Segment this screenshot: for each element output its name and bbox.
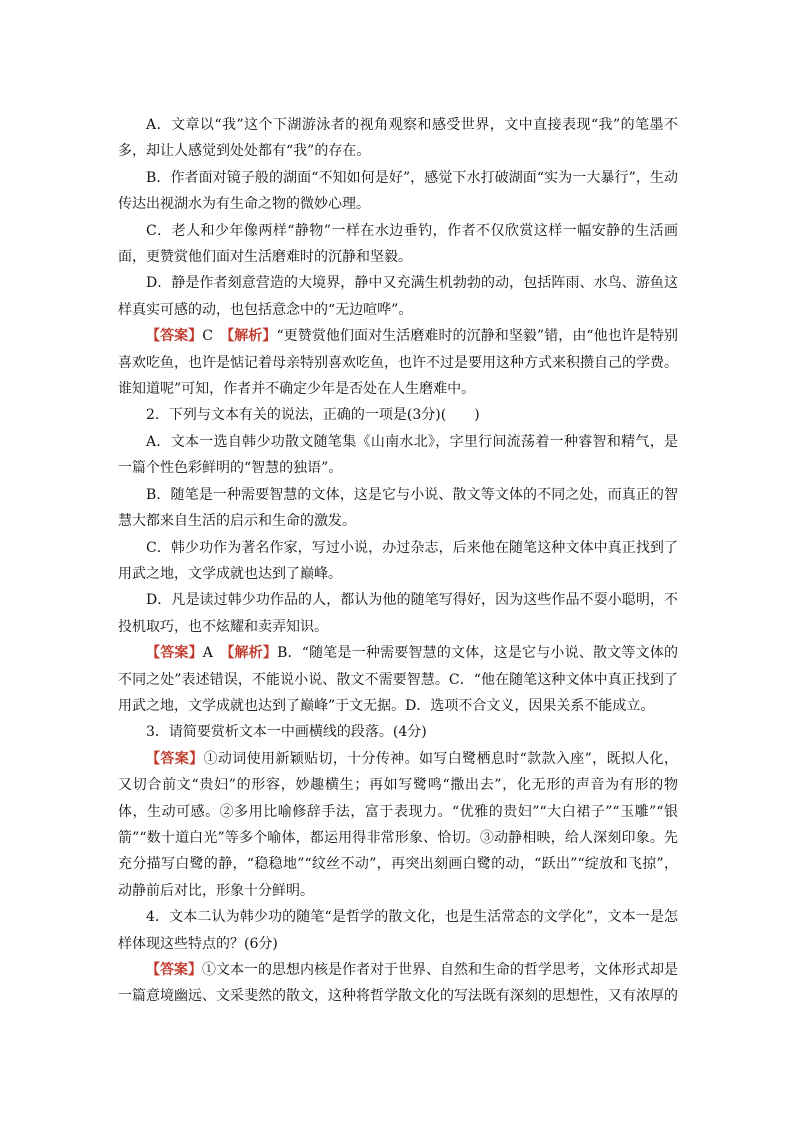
q2-option-a: A．文本一选自韩少功散文随笔集《山南水北》，字里行间流荡着一种睿智和精气，是一篇个性色彩鲜明的“智慧的独语”。 [118,433,678,477]
q2-stem: 2．下列与文本有关的说法，正确的一项是(3分)( ) [146,407,480,424]
q1-option-c: C．老人和少年像两样“静物”一样在水边垂钓，作者不仅欣赏这样一幅安静的生活画面，更赞赏他们面对生活磨难时的沉静和坚毅。 [118,222,678,266]
answer-label: 【答案】 [146,645,203,662]
q4-stem: 4．文本二认为韩少功的随笔“是哲学的散文化，也是生活常态的文学化”，文本一是怎样体现这些特点的？(6分) [118,909,678,952]
q4-answer-block [118,957,678,1010]
analysis-text: B．“随笔是一种需要智慧的文体，这是它与小说、散文等文体的不同之处”表述错误，不能说小说、散文不需要智慧。C．“他在随笔这种文体中真正找到了用武之地，文学成就也达到了巅峰”于文无据。D．选项不合文义，因果关系不能成立。 [118,645,678,714]
q2-option-c: C．韩少功作为著名作家，写过小说，办过杂志，后来他在随笔这种文体中真正找到了用武之地，文学成就也达到了巅峰。 [118,539,678,582]
answer-label: 【答案】 [146,328,203,345]
q1-option-d: D．静是作者刻意营造的大境界，静中又充满生机勃勃的动，包括阵雨、水鸟、游鱼这样真实可感的动，也包括意念中的“无边喧哗”。 [118,275,678,318]
analysis-label: 【解析】 [227,645,278,662]
document-body [118,112,678,1010]
answer-label: 【答案】 [146,750,204,767]
q1-option-b: B．作者面对镜子般的湖面“不知如何是好”，感觉下水打破湖面“实为一大暴行”，生动传达出视湖水为有生命之物的微妙心理。 [118,169,678,213]
q1-answer-block [118,323,678,402]
answer-text: ①动词使用新颖贴切，十分传神。如写白鹭栖息时“款款入座”，既拟人化，又切合前文“贵妇”的形容，妙趣横生；再如写鹭鸣“撒出去”，化无形的声音为有形的物体，生动可感。②多用比喻修辞手法，富于表现力。“优雅的贵妇”“大白裙子”“玉雕”“银箭”“数十道白光”等多个喻体，都运用得非常形象、恰切。③动静相映，给人深刻印象。先充分描写白鹭的静，“稳稳地”“纹丝不动”，再突出刻画白鹭的动，“跃出”“绽放和飞掠”，动静前后对比，形象十分鲜明。 [118,750,679,899]
q2-option-b: B．随笔是一种需要智慧的文体，这是它与小说、散文等文体的不同之处，而真正的智慧大都来自生活的启示和生命的激发。 [118,486,678,530]
answer-value: C [202,328,228,345]
answer-label: 【答案】 [146,962,202,978]
q2-option-d: D．凡是读过韩少功作品的人，都认为他的随笔写得好，因为这些作品不耍小聪明，不投机取巧，也不炫耀和卖弄知识。 [118,592,678,635]
analysis-text: “更赞赏他们面对生活磨难时的沉静和坚毅”错，由“他也许是特别喜欢吃鱼，也许是惦记着母亲特别喜欢吃鱼，也许不过是要用这种方式来积攒自己的学费。谁知道呢”可知，作者并不确定少年是否处在人生磨难中。 [118,328,679,398]
q3-stem: 3．请简要赏析文本一中画横线的段落。(4分) [146,724,427,741]
analysis-label: 【解析】 [227,328,277,345]
answer-value: A [202,645,228,662]
q2-answer-block [118,640,678,719]
q3-answer-block [118,746,678,904]
answer-text: ①文本一的思想内核是作者对于世界、自然和生命的哲学思考，文体形式却是一篇意境幽远、文采斐然的散文，这种将哲学散文化的写法既有深刻的思想性，又有浓厚的 [118,962,678,1005]
q1-option-a: A．文章以“我”这个下湖游泳者的视角观察和感受世界，文中直接表现“我”的笔墨不多，却让人感觉到处处都有“我”的存在。 [118,117,678,160]
